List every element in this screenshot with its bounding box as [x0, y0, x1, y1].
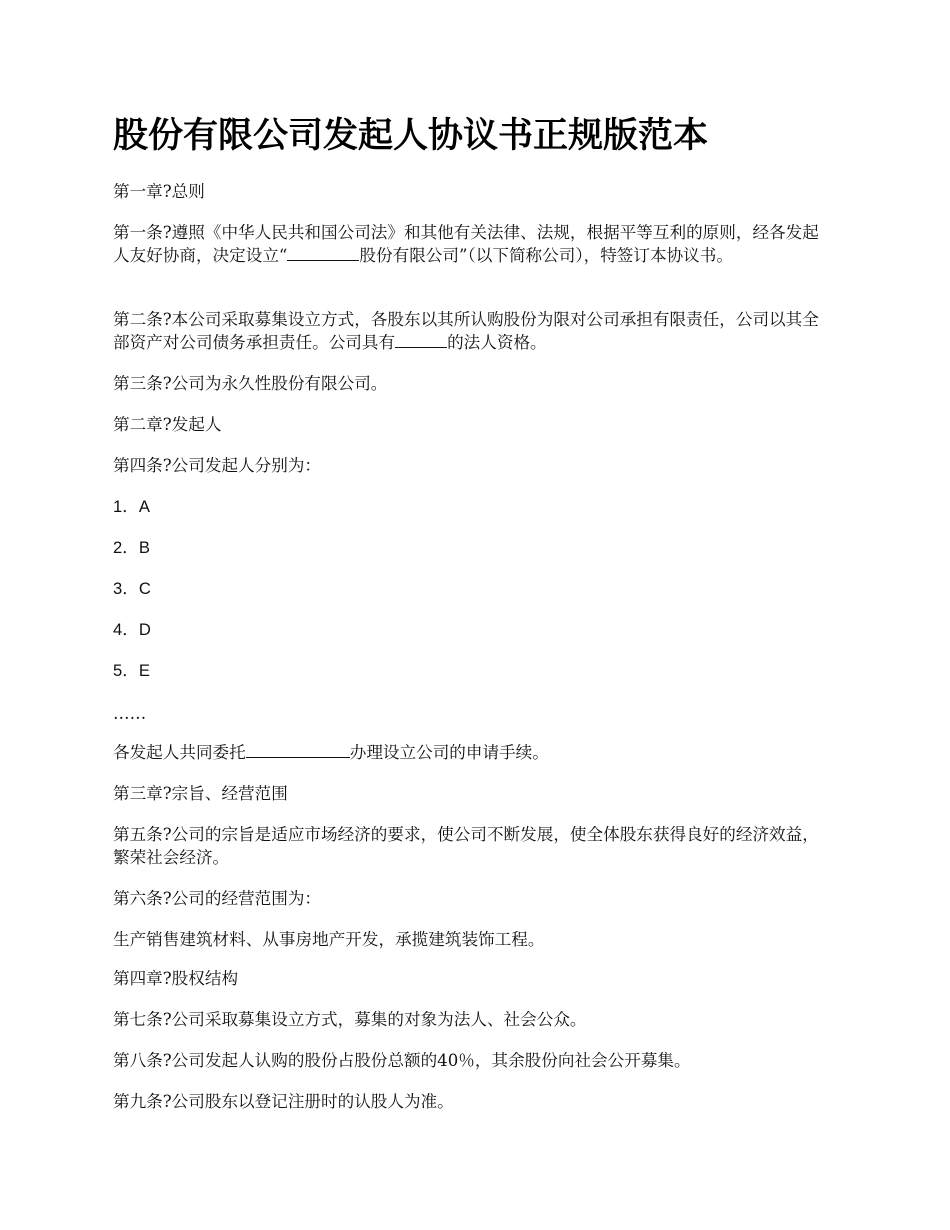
article-1-text-before: 第一条?遵照《中华人民共和国公司法》和其他有关法律、法规，根据平等互利的原则，经各发起人友好协商，决定设立“ — [113, 223, 819, 265]
entrust-clause — [113, 741, 835, 764]
article-8: 第八条?公司发起人认购的股份占股份总额的40％，其余股份向社会公开募集。 — [113, 1051, 691, 1070]
document-title: 股份有限公司发起人协议书正规版范本 — [113, 116, 709, 156]
article-2-text-before: 第二条?本公司采取募集设立方式，各股东以其所认购股份为限对公司承担有限责任，公司以其全部资产对公司债务承担责任。公司具有 — [113, 310, 819, 352]
chapter-2-heading: 第二章?发起人 — [113, 415, 222, 434]
chapter-1-heading: 第一章?总则 — [113, 182, 205, 201]
chapter-3-heading: 第三章?宗旨、经营范围 — [113, 784, 288, 803]
article-2 — [113, 308, 835, 354]
founder-item: 2．B — [113, 538, 150, 557]
entrust-text-before: 各发起人共同委托 — [113, 743, 246, 762]
founder-item: 5．E — [113, 661, 150, 680]
founder-item: 1．A — [113, 497, 150, 516]
business-scope: 生产销售建筑材料、从事房地产开发，承揽建筑装饰工程。 — [113, 930, 545, 949]
founder-item: 4．D — [113, 620, 151, 639]
founder-item: 3．C — [113, 579, 151, 598]
article-2-text-after: 的法人资格。 — [447, 333, 547, 352]
blank-line-company-name — [287, 244, 359, 261]
article-4: 第四条?公司发起人分别为： — [113, 456, 322, 475]
chapter-4-heading: 第四章?股权结构 — [113, 969, 239, 988]
blank-line-legal-status — [395, 331, 447, 348]
article-7: 第七条?公司采取募集设立方式，募集的对象为法人、社会公众。 — [113, 1010, 587, 1029]
article-1 — [113, 221, 835, 267]
article-1-text-after: 股份有限公司”（以下简称公司），特签订本协议书。 — [359, 246, 733, 265]
article-3: 第三条?公司为永久性股份有限公司。 — [113, 374, 388, 393]
article-5: 第五条?公司的宗旨是适应市场经济的要求，使公司不断发展，使全体股东获得良好的经济效益，繁荣社会经济。 — [113, 825, 819, 867]
blank-line-agent — [246, 741, 350, 758]
article-9: 第九条?公司股东以登记注册时的认股人为准。 — [113, 1092, 454, 1111]
entrust-text-after: 办理设立公司的申请手续。 — [349, 743, 549, 762]
article-6: 第六条?公司的经营范围为： — [113, 889, 322, 908]
founders-ellipsis: …… — [113, 704, 147, 723]
